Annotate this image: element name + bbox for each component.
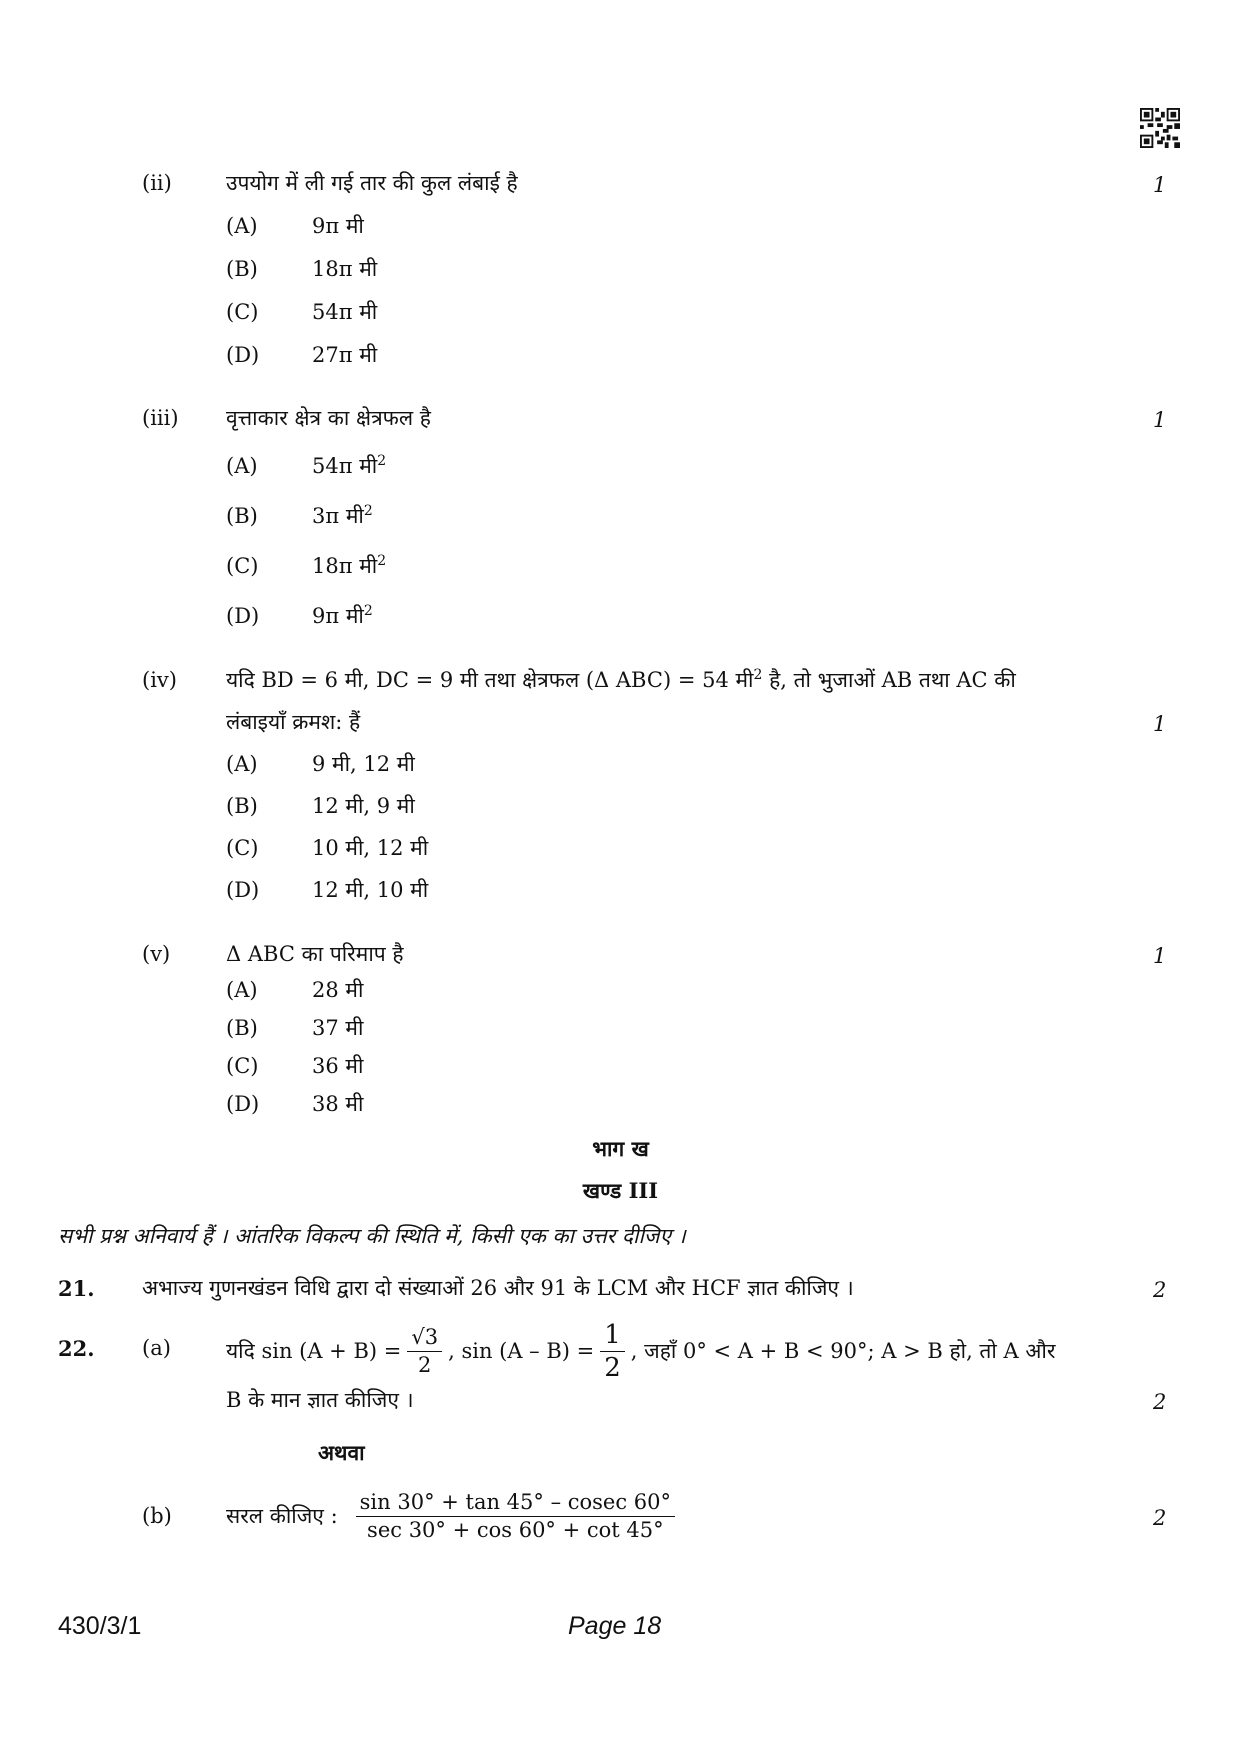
trig-fraction: $\frac{\sin 30^\circ + \tan 45^\circ - cosec 60^\circ}{\sec 30^\circ + \cos 60^\circ + \cot 45^\circ}$ [356,1492,675,1541]
option-text: 27π मी [312,343,378,367]
section-instruction: सभी प्रश्न अनिवार्य हैं । आंतरिक विकल्प की स्थिति में, किसी एक का उत्तर दीजिए । [58,1224,686,1248]
part-label: (a) [142,1336,171,1360]
option-text: 54π मी [312,300,378,324]
marks: 2 [1153,1390,1167,1414]
question-text-line2: लंबाइयाँ क्रमश: हैं [226,710,361,734]
marks: 2 [1153,1278,1167,1302]
option-label: (A) [226,978,258,1002]
section-khand-heading: खण्ड III [582,1178,659,1203]
marks: 1 [1153,408,1167,432]
question-number: 22. [58,1336,95,1361]
option-text: 12 मी, 9 मी [312,794,415,818]
option-text: 37 मी [312,1016,364,1040]
option-label: (D) [226,343,260,367]
option-text: 36 मी [312,1054,364,1078]
paper-code: 430/3/1 [58,1612,142,1640]
option-text: 18π मी$^2$ [312,553,387,578]
question-number: (iii) [142,406,179,430]
question-number: (iv) [142,668,177,692]
option-label: (C) [226,554,259,578]
option-label: (D) [226,878,260,902]
option-text: 12 मी, 10 मी [312,878,429,902]
fraction-1-over-2: $\frac{1}{2}$ [600,1322,625,1381]
option-text: 10 मी, 12 मी [312,836,429,860]
or-label: अथवा [318,1440,365,1465]
fraction-root3-over-2: $\frac{√3}{2}$ [407,1327,442,1376]
option-label: (C) [226,1054,259,1078]
option-label: (A) [226,454,258,478]
question-text: यदि sin (A + B) = $\frac{√3}{2}$ , sin (A – B) = $\frac{1}{2}$ , जहाँ 0° < A + B < 90°; A > B हो, तो A और [226,1319,1056,1383]
option-text: 54π मी$^2$ [312,453,387,478]
question-text: Δ ABC का परिमाप है [226,942,404,966]
question-text: उपयोग में ली गई तार की कुल लंबाई है [226,171,518,195]
page-number: Page 18 [568,1612,662,1640]
option-text: 28 मी [312,978,364,1002]
question-text: सरल कीजिए : $\frac{\sin 30^\circ + \tan 45^\circ - cosec 60^\circ}{\sec 30^\circ + \cos 60^\circ + \cot 45^\circ}$ [226,1486,675,1546]
question-text: अभाज्य गुणनखंडन विधि द्वारा दो संख्याओं 26 और 91 के LCM और HCF ज्ञात कीजिए । [142,1276,854,1300]
option-label: (B) [226,257,258,281]
option-label: (A) [226,752,258,776]
option-text: 38 मी [312,1092,364,1116]
option-text: 9π मी [312,214,364,238]
question-text: यदि BD = 6 मी, DC = 9 मी तथा क्षेत्रफल (Δ ABC) = 54 मी$^2$ है, तो भुजाओं AB तथा AC की [226,667,1016,692]
marks: 1 [1153,173,1167,197]
option-text: 3π मी$^2$ [312,503,373,528]
option-label: (B) [226,504,258,528]
option-text: 9 मी, 12 मी [312,752,415,776]
question-number: 21. [58,1276,95,1301]
question-number: (v) [142,942,171,966]
option-label: (B) [226,794,258,818]
marks: 2 [1153,1506,1167,1530]
question-text: वृत्ताकार क्षेत्र का क्षेत्रफल है [226,406,431,430]
option-label: (B) [226,1016,258,1040]
option-label: (D) [226,604,260,628]
option-text: 9π मी$^2$ [312,603,373,628]
marks: 1 [1153,944,1167,968]
qr-code-icon [1140,108,1180,148]
marks: 1 [1153,712,1167,736]
option-label: (C) [226,300,259,324]
question-number: (ii) [142,171,172,195]
question-text-line2: B के मान ज्ञात कीजिए । [226,1388,414,1412]
option-text: 18π मी [312,257,378,281]
option-label: (A) [226,214,258,238]
option-label: (D) [226,1092,260,1116]
option-label: (C) [226,836,259,860]
section-part-heading: भाग ख [592,1136,649,1161]
part-label: (b) [142,1504,172,1528]
